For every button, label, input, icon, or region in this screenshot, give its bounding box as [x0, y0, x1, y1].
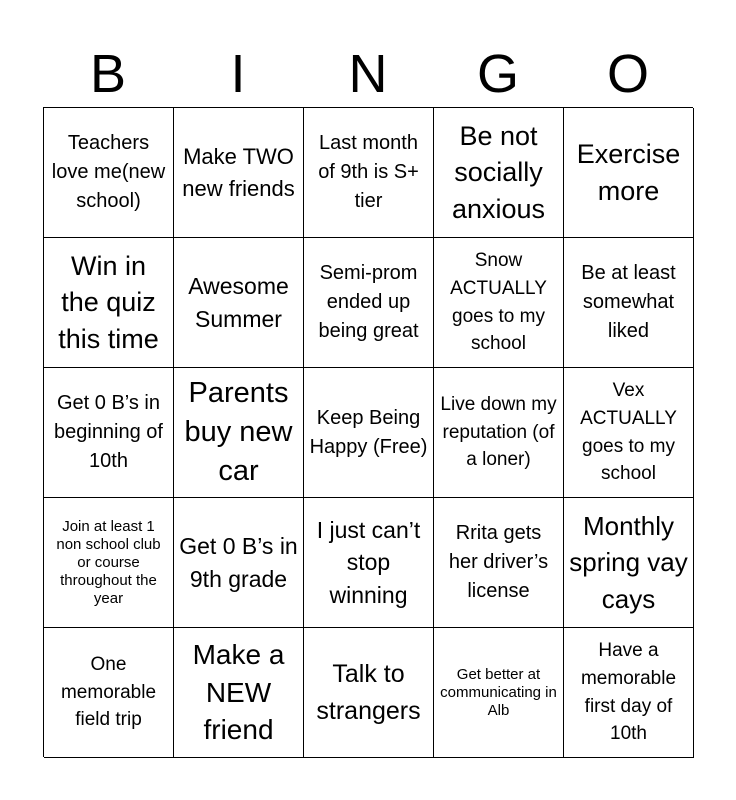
bingo-cell[interactable] [44, 368, 174, 498]
bingo-cell[interactable] [434, 108, 564, 238]
bingo-header [43, 40, 693, 108]
bingo-cell[interactable] [564, 108, 694, 238]
cell-text: Be at least somewhat liked [581, 262, 676, 342]
cell-text: Teachers love me(new school) [51, 132, 166, 212]
cell-text: Join at least 1 non school club or course throughout the year [56, 517, 161, 607]
cell-text: Last month of 9th is S+ tier [318, 132, 419, 212]
cell-text: Make a NEW friend [192, 638, 285, 746]
bingo-cell[interactable] [44, 238, 174, 368]
cell-text: Semi-prom ended up being great [318, 262, 419, 342]
bingo-cell[interactable] [434, 498, 564, 628]
cell-text: Have a memorable first day of 10th [580, 640, 677, 745]
cell-text: Snow ACTUALLY goes to my school [450, 250, 547, 355]
header-letter-o: O [606, 44, 649, 104]
bingo-cell[interactable] [434, 238, 564, 368]
bingo-board [43, 107, 693, 757]
header-letter-i: I [230, 44, 246, 104]
bingo-cell[interactable] [44, 108, 174, 238]
cell-text: Get 0 B’s in beginning of 10th [54, 392, 163, 472]
cell-text: I just can’t stop winning [316, 517, 421, 608]
bingo-cell[interactable] [434, 368, 564, 498]
cell-text: Parents buy new car [184, 376, 293, 488]
cell-text: Keep Being Happy (Free) [309, 406, 428, 458]
cell-text: Win in the quiz this time [58, 250, 159, 354]
cell-text: Awesome Summer [188, 273, 289, 332]
bingo-cell[interactable] [434, 628, 564, 758]
bingo-cell[interactable] [304, 628, 434, 758]
cell-text: Monthly spring vay cays [569, 510, 688, 614]
bingo-cell[interactable] [304, 238, 434, 368]
cell-text: One memorable field trip [60, 654, 157, 731]
bingo-cell[interactable] [174, 238, 304, 368]
bingo-cell[interactable] [564, 368, 694, 498]
cell-text: Vex ACTUALLY goes to my school [580, 380, 677, 485]
cell-text: Exercise more [576, 139, 681, 206]
cell-text: Get better at communicating in Alb [440, 665, 557, 719]
bingo-cell[interactable] [44, 498, 174, 628]
bingo-cell[interactable] [564, 238, 694, 368]
bingo-cell[interactable] [174, 108, 304, 238]
cell-text: Talk to strangers [316, 660, 421, 725]
bingo-cell[interactable] [174, 368, 304, 498]
bingo-cell[interactable] [304, 368, 434, 498]
bingo-cell[interactable] [174, 628, 304, 758]
bingo-cell[interactable] [564, 628, 694, 758]
bingo-cell[interactable] [564, 498, 694, 628]
cell-text: Live down my reputation (of a loner) [440, 394, 557, 471]
header-letter-b: B [89, 44, 127, 104]
header-letter-n: N [348, 44, 388, 104]
cell-text: Get 0 B’s in 9th grade [179, 533, 298, 592]
bingo-cell[interactable] [174, 498, 304, 628]
cell-text: Rrita gets her driver’s license [448, 522, 549, 602]
bingo-cell[interactable] [304, 108, 434, 238]
header-letter-g: G [476, 44, 519, 104]
cell-text: Be not socially anxious [451, 120, 546, 224]
bingo-cell[interactable] [304, 498, 434, 628]
cell-text: Make TWO new friends [182, 143, 295, 201]
bingo-cell[interactable] [44, 628, 174, 758]
